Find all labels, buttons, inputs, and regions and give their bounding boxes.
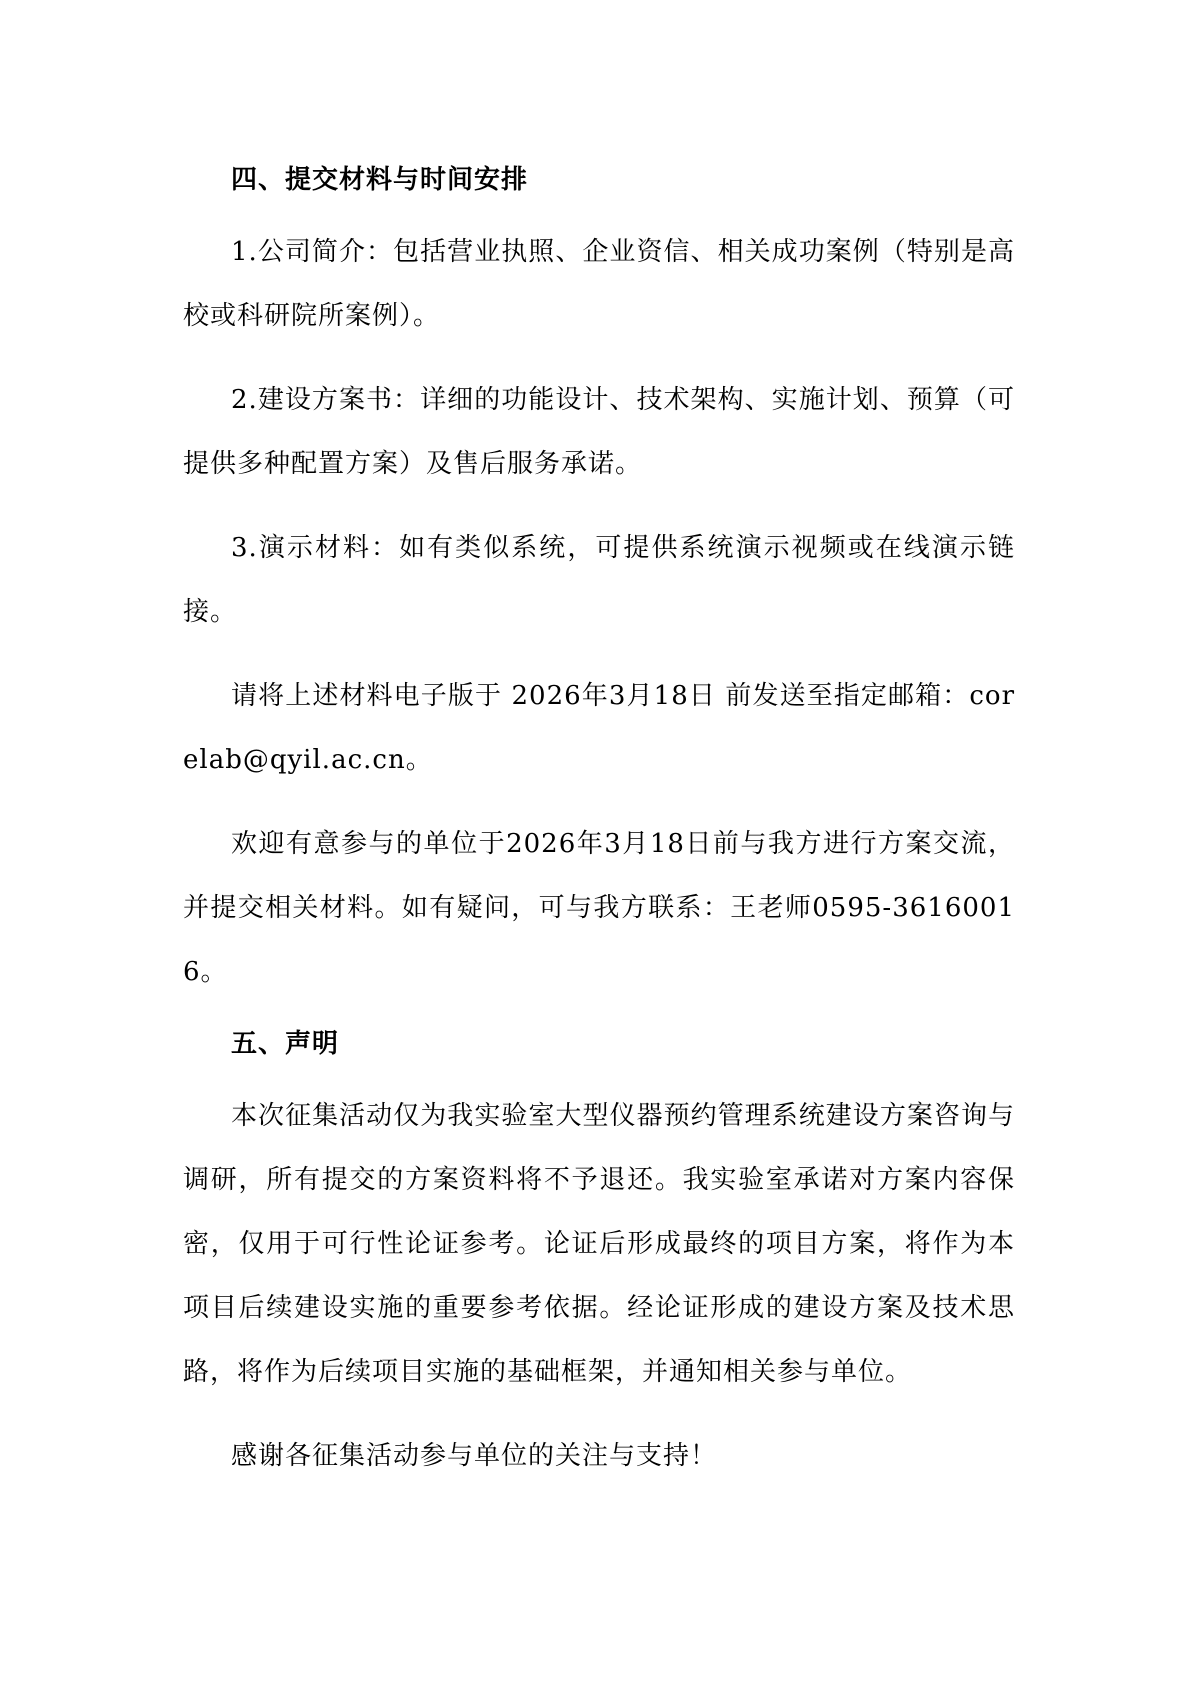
section-4-heading: 四、提交材料与时间安排 (231, 165, 529, 195)
materials-item-2: 2.建设方案书：详细的功能设计、技术架构、实施计划、预算（可提供多种配置方案）及售后服务承诺。 (183, 385, 1015, 479)
materials-item-1: 1.公司简介：包括营业执照、企业资信、相关成功案例（特别是高校或科研院所案例）。 (183, 237, 1015, 331)
section-5-heading: 五、声明 (231, 1029, 340, 1059)
materials-item-3: 3.演示材料：如有类似系统，可提供系统演示视频或在线演示链接。 (183, 533, 1015, 627)
contact-info: 欢迎有意参与的单位于2026年3月18日前与我方进行方案交流，并提交相关材料。如有疑问，可与我方联系：王老师0595-36160016。 (183, 829, 1015, 987)
document-body (183, 148, 1015, 1488)
submission-instructions: 请将上述材料电子版于 2026年3月18日 前发送至指定邮箱：corelab@qyil.ac.cn。 (183, 681, 1015, 775)
statement-paragraph: 本次征集活动仅为我实验室大型仪器预约管理系统建设方案咨询与调研，所有提交的方案资料将不予退还。我实验室承诺对方案内容保密，仅用于可行性论证参考。论证后形成最终的项目方案，将作为本项目后续建设实施的重要参考依据。经论证形成的建设方案及技术思路，将作为后续项目实施的基础框架，并通知相关参与单位。 (183, 1101, 1015, 1387)
thanks-paragraph: 感谢各征集活动参与单位的关注与支持！ (231, 1441, 718, 1471)
